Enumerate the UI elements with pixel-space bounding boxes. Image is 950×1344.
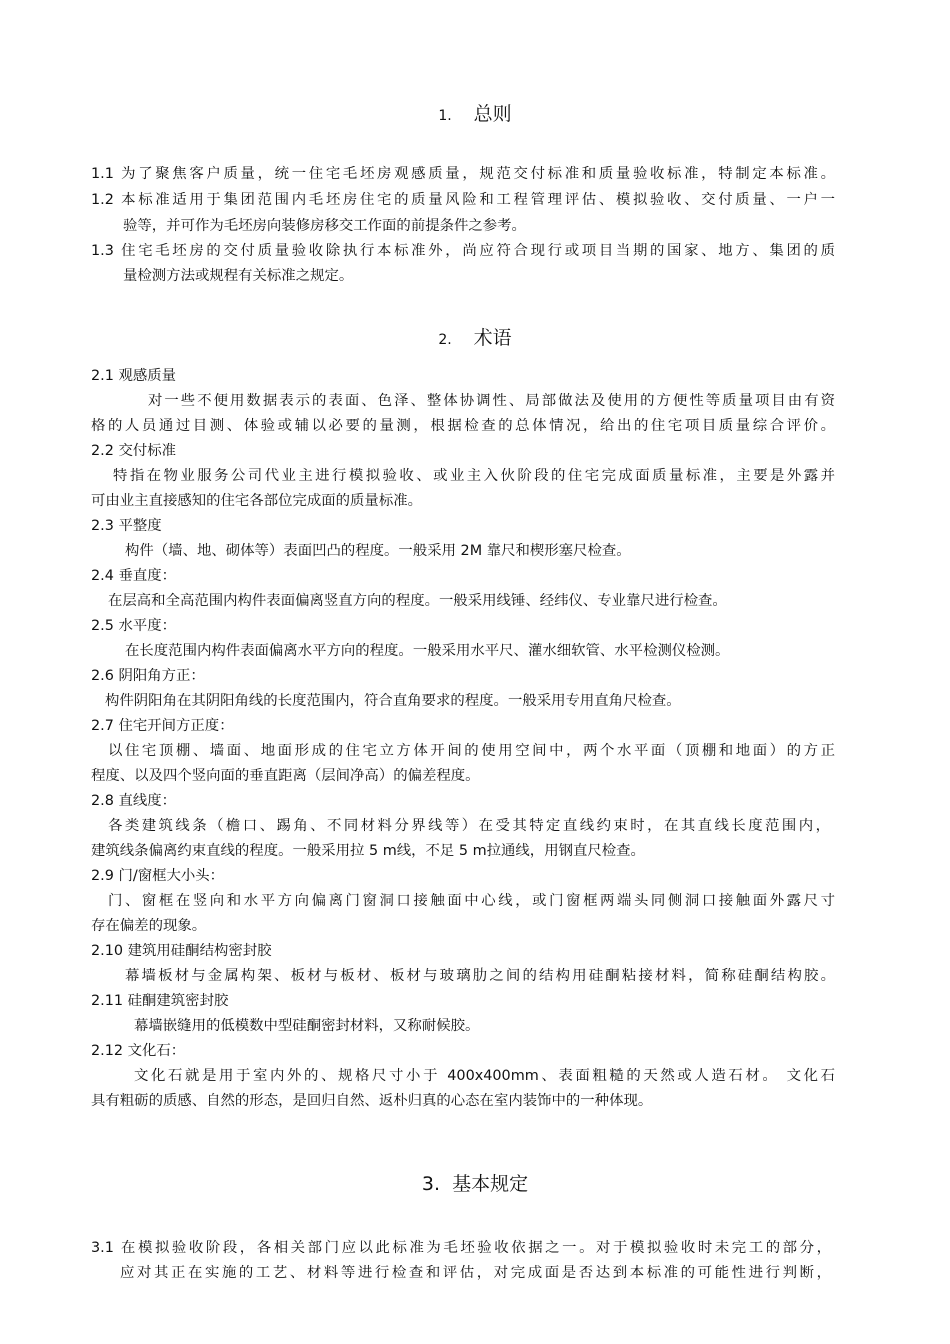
term-2-9-text: 门、窗框在竖向和水平方向偏离门窗洞口接触面中心线，或门窗框两端头同侧洞口接触面外露尺寸 — [108, 893, 835, 909]
term-2-9-title: 2.9 门/窗框大小头： — [91, 868, 225, 884]
section-title: 术语 — [473, 327, 512, 349]
section-heading-3 — [0, 1171, 950, 1197]
term-2-10-text: 幕墙板材与金属构架、板材与板材、板材与玻璃肋之间的结构用硅酮粘接材料，简称硅酮结构胶。 — [125, 968, 835, 984]
term-2-1-title: 2.1 观感质量 — [91, 368, 177, 384]
term-2-1-text: 格的人员通过目测、体验或辅以必要的量测，根据检查的总体情况，给出的住宅项目质量综合评价。 — [91, 418, 835, 434]
term-2-12-text: 文化石就是用于室内外的、规格尺寸小于 400x400mm、表面粗糙的天然或人造石材。 文化石 — [134, 1068, 835, 1084]
term-2-9-text: 存在偏差的现象。 — [91, 918, 207, 934]
term-2-4-title: 2.4 垂直度： — [91, 568, 177, 584]
term-2-8-text: 各类建筑线条（檐口、踢角、不同材料分界线等）在受其特定直线约束时，在其直线长度范围内， — [108, 818, 830, 834]
clause-3-1-cont: 应对其正在实施的工艺、材料等进行检查和评估，对完成面是否达到本标准的可能性进行判断， — [120, 1265, 831, 1281]
term-2-3-text: 构件（墙、地、砌体等）表面凹凸的程度。一般采用 2M 靠尺和楔形塞尺检查。 — [125, 543, 631, 559]
section-number: 2. — [438, 332, 452, 348]
term-2-12-title: 2.12 文化石： — [91, 1043, 186, 1059]
section-number: 3. — [421, 1173, 441, 1195]
term-2-7-title: 2.7 住宅开间方正度： — [91, 718, 234, 734]
term-2-1-text: 对一些不便用数据表示的表面、色泽、整体协调性、局部做法及使用的方便性等质量项目由有资 — [148, 393, 835, 409]
term-2-2-title: 2.2 交付标准 — [91, 443, 177, 459]
section-heading-1 — [0, 101, 950, 129]
section-title: 基本规定 — [452, 1173, 529, 1195]
clause-3-1: 3.1 在模拟验收阶段，各相关部门应以此标准为毛坯验收依据之一。对于模拟验收时未完工的部分， — [91, 1240, 831, 1256]
term-2-7-text: 程度、以及四个竖向面的垂直距离（层间净高）的偏差程度。 — [91, 768, 480, 784]
term-2-8-title: 2.8 直线度： — [91, 793, 177, 809]
term-2-4-text: 在层高和全高范围内构件表面偏离竖直方向的程度。一般采用线锤、经纬仪、专业靠尺进行检查。 — [108, 593, 727, 609]
term-2-7-text: 以住宅顶棚、墙面、地面形成的住宅立方体开间的使用空间中，两个水平面（顶棚和地面）的方正 — [108, 743, 835, 759]
clause-1-3-cont: 量检测方法或规程有关标准之规定。 — [123, 268, 354, 284]
section-number: 1. — [438, 108, 452, 124]
term-2-8-text: 建筑线条偏离约束直线的程度。一般采用拉 5 m线，不足 5 m拉通线，用钢直尺检查。 — [91, 843, 645, 859]
term-2-11-title: 2.11 硅酮建筑密封胶 — [91, 993, 229, 1009]
term-2-6-title: 2.6 阴阳角方正： — [91, 668, 205, 684]
clause-1-2-cont: 验等，并可作为毛坯房向装修房移交工作面的前提条件之参考。 — [123, 218, 526, 234]
term-2-6-text: 构件阴阳角在其阴阳角线的长度范围内，符合直角要求的程度。一般采用专用直角尺检查。 — [105, 693, 681, 709]
term-2-12-text: 具有粗砺的质感、自然的形态，是回归自然、返朴归真的心态在室内装饰中的一种体现。 — [91, 1093, 653, 1109]
clause-1-2: 1.2 本标准适用于集团范围内毛坯房住宅的质量风险和工程管理评估、模拟验收、交付质量、一户一 — [91, 192, 835, 208]
term-2-3-title: 2.3 平整度 — [91, 518, 162, 534]
section-heading-2 — [0, 325, 950, 353]
term-2-10-title: 2.10 建筑用硅酮结构密封胶 — [91, 943, 272, 959]
term-2-2-text: 可由业主直接感知的住宅各部位完成面的质量标准。 — [91, 493, 422, 509]
term-2-5-text: 在长度范围内构件表面偏离水平方向的程度。一般采用水平尺、灌水细软管、水平检测仪检测。 — [125, 643, 730, 659]
section-title: 总则 — [473, 103, 512, 125]
term-2-2-text: 特指在物业服务公司代业主进行模拟验收、或业主入伙阶段的住宅完成面质量标准，主要是外露并 — [113, 468, 835, 484]
term-2-11-text: 幕墙嵌缝用的低模数中型硅酮密封材料，又称耐候胶。 — [134, 1018, 480, 1034]
clause-1-3: 1.3 住宅毛坯房的交付质量验收除执行本标准外，尚应符合现行或项目当期的国家、地方、集团的质 — [91, 243, 835, 259]
term-2-5-title: 2.5 水平度： — [91, 618, 177, 634]
clause-1-1: 1.1 为了聚焦客户质量，统一住宅毛坯房观感质量，规范交付标准和质量验收标准，特制定本标准。 — [91, 166, 835, 182]
